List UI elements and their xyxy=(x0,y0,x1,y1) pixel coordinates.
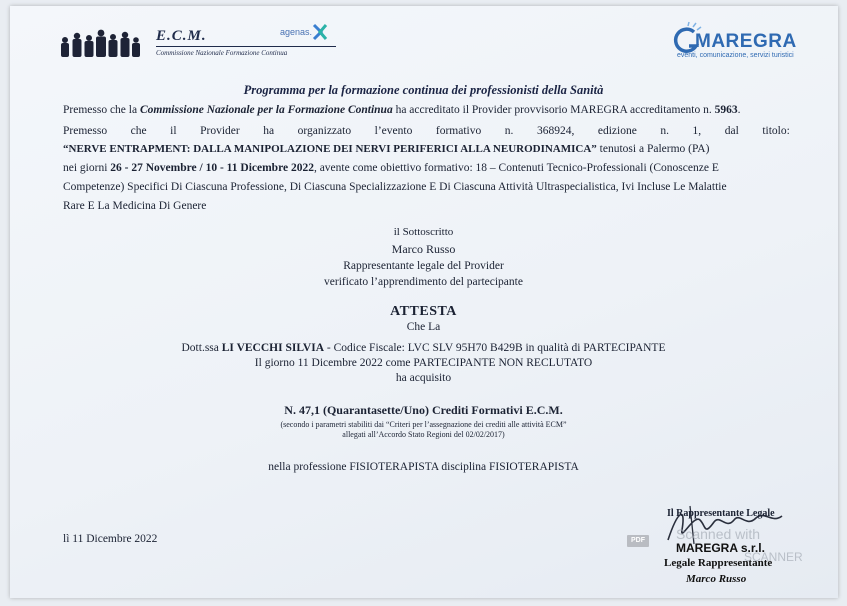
p2-word: ha xyxy=(263,125,275,137)
participation-date: Il giorno 11 Dicembre 2022 come PARTECIPANTE NON RECLUTATO xyxy=(254,357,593,369)
p2-word: formativo xyxy=(435,125,482,137)
stamp-name: Marco Russo xyxy=(686,573,747,585)
paragraph-event xyxy=(63,124,790,139)
p2-word: edizione xyxy=(597,125,637,137)
ecm-logo-figures-icon xyxy=(57,27,143,59)
ecm-title: E.C.M. xyxy=(156,28,207,44)
commission-name: Commissione Nazionale per la Formazione Continua xyxy=(139,104,393,116)
participant-prefix: Dott.ssa xyxy=(181,342,222,354)
participant-line xyxy=(0,342,847,354)
attesta-heading: ATTESTA xyxy=(390,304,457,319)
p2-word: 368924, xyxy=(536,125,575,137)
p2-word: titolo: xyxy=(762,125,790,137)
ecm-divider xyxy=(156,46,336,47)
che-la-label: Che La xyxy=(406,321,441,333)
accreditation-number: 5963 xyxy=(714,104,738,116)
maregra-name: MAREGRA xyxy=(695,31,797,52)
event-dates-line xyxy=(63,161,719,176)
p2-word: Provider xyxy=(200,125,240,137)
representative-verified: verificato l’apprendimento del partecipante xyxy=(324,276,523,288)
event-location: tenutosi a Palermo (PA) xyxy=(596,143,710,155)
scanner-watermark-line-1: Scanned with xyxy=(676,526,761,542)
p3-a: nei giorni xyxy=(63,162,111,174)
agenas-logo-icon xyxy=(312,23,328,41)
p1-c: ha accreditato il Provider provvisorio MAREGRA accreditamento n. xyxy=(392,104,715,116)
representative-role: Rappresentante legale del Provider xyxy=(343,260,504,272)
pdf-badge: PDF xyxy=(627,535,649,547)
p2-word: l’evento xyxy=(374,125,413,137)
objective-line-3: Rare E La Medicina Di Genere xyxy=(63,200,207,212)
participant-details: - Codice Fiscale: LVC SLV 95H70 B429B in qualità di PARTECIPANTE xyxy=(324,342,666,354)
representative-name: Marco Russo xyxy=(391,242,456,256)
p1-e: . xyxy=(737,104,741,116)
criteria-line-1: (secondo i parametri stabiliti dai “Criteri per l’assegnazione dei crediti alle attività ECM” xyxy=(280,420,567,429)
p2-word: che xyxy=(130,125,147,137)
maregra-tagline: eventi, comunicazione, servizi turistici xyxy=(677,52,794,59)
p1-a: Premesso che la xyxy=(63,104,140,116)
paragraph-provider xyxy=(63,103,741,118)
criteria-line-2: allegati all’Accordo Stato Regioni del 02/02/2017) xyxy=(342,430,505,439)
p2-word: Premesso xyxy=(63,125,108,137)
credits-line: N. 47,1 (Quarantasette/Uno) Crediti Formativi E.C.M. xyxy=(284,403,563,417)
p2-word: dal xyxy=(724,125,739,137)
stamp-role: Legale Rappresentante xyxy=(664,557,773,569)
p3-c: , avente come obiettivo formativo: 18 – Contenuti Tecnico-Professionali (Conoscenze E xyxy=(313,162,719,174)
p2-word: 1, xyxy=(692,125,702,137)
profession-line: nella professione FISIOTERAPISTA disciplina FISIOTERAPISTA xyxy=(268,461,579,473)
p2-word: organizzato xyxy=(297,125,352,137)
undersigned-label: il Sottoscritto xyxy=(393,226,454,238)
stamp-company: MAREGRA s.r.l. xyxy=(676,541,765,555)
program-title: Programma per la formazione continua dei professionisti della Sanità xyxy=(243,83,604,97)
ecm-subtitle: Commissione Nazionale Formazione Continua xyxy=(156,49,288,57)
acquired-label: ha acquisito xyxy=(395,372,452,384)
event-title: “NERVE ENTRAPMENT: DALLA MANIPOLAZIONE DEI NERVI PERIFERICI ALLA NEURODINAMICA” xyxy=(63,143,597,155)
objective-line-2: Competenze) Specifici Di Ciascuna Professione, Di Ciascuna Specializzazione E Di Ciascuna Attività Ultraspecialistica, Ivi Incluse Le Malattie xyxy=(63,181,727,193)
signature-legal-title: Il Rappresentante Legale xyxy=(667,508,775,519)
p2-word: n. xyxy=(504,125,514,137)
p2-word: n. xyxy=(660,125,669,137)
place-date: lì 11 Dicembre 2022 xyxy=(63,533,158,545)
p2-word: il xyxy=(170,125,177,137)
participant-name: LI VECCHI SILVIA xyxy=(221,342,325,354)
scanner-watermark-line-2: SCANNER xyxy=(744,550,803,564)
agenas-label: agenas. xyxy=(280,27,313,37)
event-dates: 26 - 27 Novembre / 10 - 11 Dicembre 2022 xyxy=(110,162,314,174)
event-title-line xyxy=(63,142,709,157)
